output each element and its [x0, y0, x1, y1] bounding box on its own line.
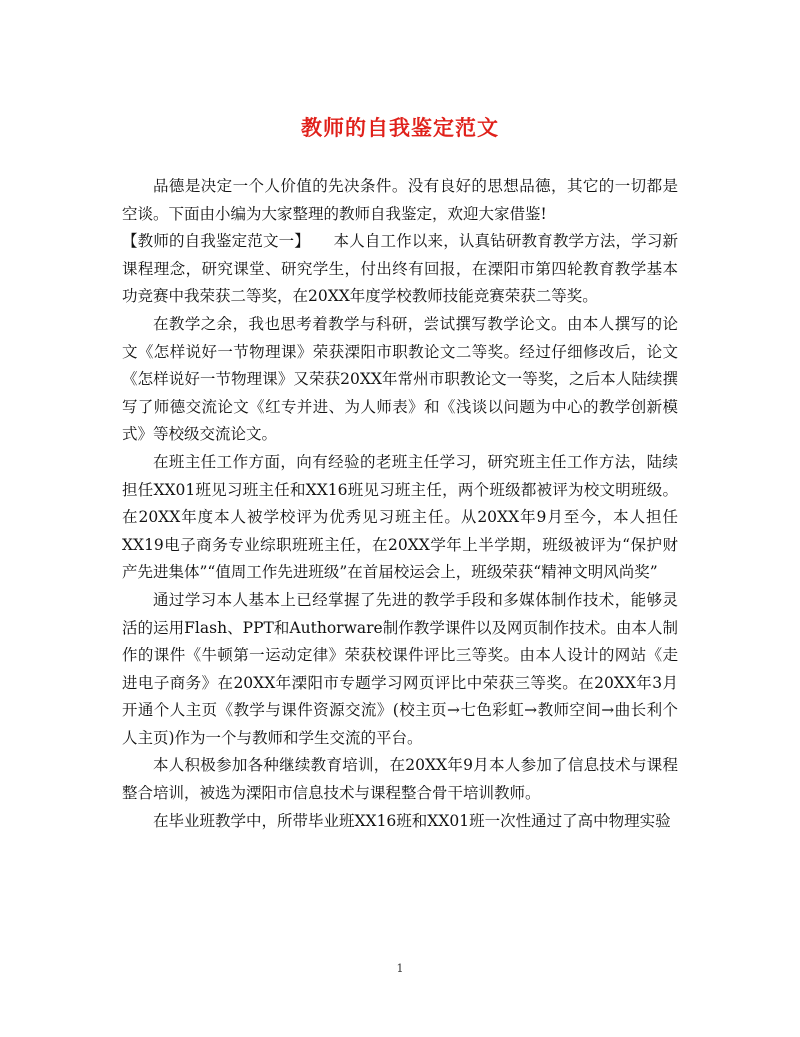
paragraph-intro: 品德是决定一个人价值的先决条件。没有良好的思想品德，其它的一切都是空谈。下面由小编为大家整理的教师自我鉴定，欢迎大家借鉴! [122, 177, 678, 223]
paragraph-research: 在教学之余，我也思考着教学与科研，尝试撰写教学论文。由本人撰写的论文《怎样说好一节物理课》荣获溧阳市职教论文二等奖。经过仔细修改后，论文《怎样说好一节物理课》又荣获20XX年常州市职教论文一等奖，之后本人陆续撰写了师德交流论文《红专并进、为人师表》和《浅谈以问题为中心的教学创新模式》等校级交流论文。 [122, 314, 678, 444]
paragraph-training: 本人积极参加各种继续教育培训，在20XX年9月本人参加了信息技术与课程整合培训，被选为溧阳市信息技术与课程整合骨干培训教师。 [122, 756, 678, 803]
paragraph-sample-one: 【教师的自我鉴定范文一】 本人自工作以来，认真钻研教育教学方法，学习新课程理念，研究课堂、研究学生，付出终有回报，在溧阳市第四轮教育教学基本功竞赛中我荣获二等奖，在20XX年度学校教师技能竞赛荣获二等奖。 [122, 232, 678, 306]
document-title: 教师的自我鉴定范文 [301, 115, 499, 140]
paragraph-graduating-class: 在毕业班教学中，所带毕业班XX16班和XX01班一次性通过了高中物理实验 [153, 811, 671, 830]
paragraph-multimedia: 通过学习本人基本上已经掌握了先进的教学手段和多媒体制作技术，能够灵活的运用Flash、PPT和Authorware制作教学课件以及网页制作技术。由本人制作的课件《牛顿第一运动定律》荣获校课件评比三等奖。由本人设计的网站《走进电子商务》在20XX年溧阳市专题学习网页评比中荣获三等奖。在20XX年3月开通个人主页《教学与课件资源交流》(校主页→七色彩虹→教师空间→曲长利个人主页)作为一个与教师和学生交流的平台。 [122, 590, 678, 747]
document-body [122, 173, 678, 835]
page-number: 1 [396, 962, 404, 975]
paragraph-class-teacher: 在班主任工作方面，向有经验的老班主任学习，研究班主任工作方法，陆续担任XX01班见习班主任和XX16班见习班主任，两个班级都被评为校文明班级。在20XX年度本人被学校评为优秀见习班主任。从20XX年9月至今，本人担任XX19电子商务专业综职班班主任，在20XX学年上半学期，班级被评为“保护财产先进集体”“值周工作先进班级”在首届校运会上，班级荣获“精神文明风尚奖” [122, 452, 678, 582]
